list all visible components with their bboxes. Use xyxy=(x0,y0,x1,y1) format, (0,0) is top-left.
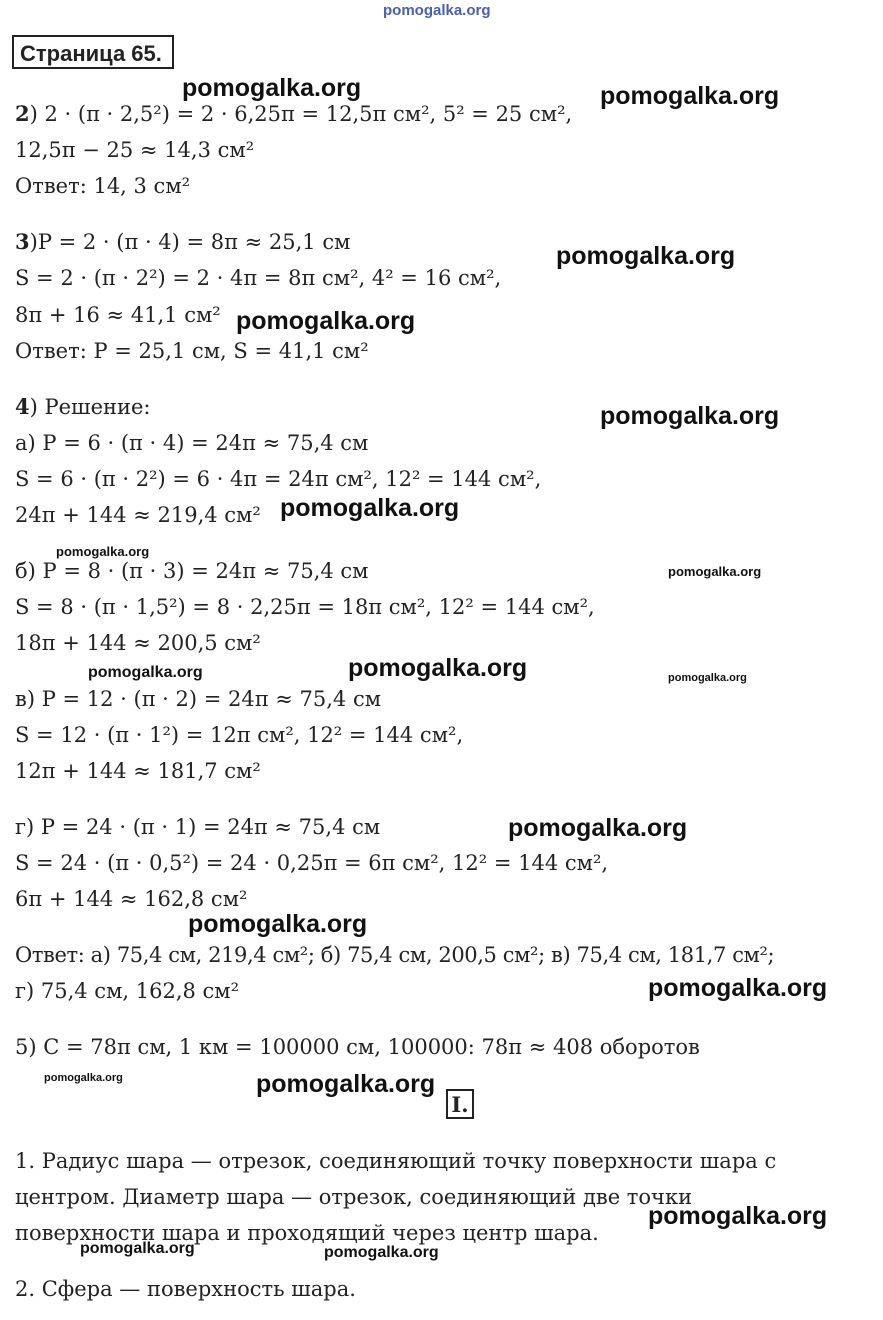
task3-number: 3 xyxy=(15,229,30,254)
task5-line1: 5) C = 78π см, 1 км = 100000 см, 100000: 78π ≈ 408 оборотов xyxy=(15,1035,700,1059)
watermark[interactable]: pomogalka.org xyxy=(668,564,762,579)
watermark[interactable]: pomogalka.org xyxy=(324,1244,439,1261)
watermark[interactable]: pomogalka.org xyxy=(556,242,736,270)
task4-b-line2: S = 8 · (π · 1,5²) = 8 · 2,25π = 18π см², 12² = 144 см², xyxy=(15,595,595,619)
task4-answer-line2: г) 75,4 см, 162,8 см² xyxy=(15,979,240,1003)
watermark-top[interactable]: pomogalka.org xyxy=(383,2,491,19)
task2-line2: 12,5π − 25 ≈ 14,3 см² xyxy=(15,138,255,162)
section-label: I. xyxy=(446,1089,474,1119)
theory-p1-line1: 1. Радиус шара — отрезок, соединяющий точку поверхности шара с xyxy=(15,1149,777,1173)
task4-heading xyxy=(15,394,151,420)
task3-line2: S = 2 · (π · 2²) = 2 · 4π = 8π см², 4² = 16 см², xyxy=(15,266,502,290)
watermark[interactable]: pomogalka.org xyxy=(280,494,460,522)
watermark[interactable]: pomogalka.org xyxy=(668,672,747,684)
watermark[interactable]: pomogalka.org xyxy=(348,654,528,682)
watermark[interactable]: pomogalka.org xyxy=(648,974,828,1002)
task4-v-line2: S = 12 · (π · 1²) = 12π см², 12² = 144 см², xyxy=(15,723,464,747)
watermark[interactable]: pomogalka.org xyxy=(80,1240,195,1257)
task4-answer-line1: Ответ: а) 75,4 см, 219,4 см²; б) 75,4 см, 200,5 см²; в) 75,4 см, 181,7 см²; xyxy=(15,943,775,967)
theory-p2: 2. Сфера — поверхность шара. xyxy=(15,1277,356,1301)
theory-p1-line2: центром. Диаметр шара — отрезок, соединяющий две точки xyxy=(15,1185,693,1209)
task4-g-line1: г) P = 24 · (π · 1) = 24π ≈ 75,4 см xyxy=(15,815,381,839)
task2-line1 xyxy=(15,101,572,127)
task4-a-line2: S = 6 · (π · 2²) = 6 · 4π = 24π см², 12² = 144 см², xyxy=(15,467,542,491)
theory-p1-line3: поверхности шара и проходящий через центр шара. xyxy=(15,1221,599,1245)
task4-b-line3: 18π + 144 ≈ 200,5 см² xyxy=(15,631,261,655)
watermark[interactable]: pomogalka.org xyxy=(600,82,780,110)
watermark[interactable]: pomogalka.org xyxy=(648,1202,828,1230)
task4-g-line2: S = 24 · (π · 0,5²) = 24 · 0,25π = 6π см², 12² = 144 см², xyxy=(15,851,609,875)
watermark[interactable]: pomogalka.org xyxy=(600,402,780,430)
watermark[interactable]: pomogalka.org xyxy=(188,910,368,938)
watermark[interactable]: pomogalka.org xyxy=(44,1072,123,1084)
task4-number: 4 xyxy=(15,394,30,419)
page-header: Страница 65. xyxy=(12,35,174,69)
watermark[interactable]: pomogalka.org xyxy=(508,814,688,842)
task4-b-line1: б) P = 8 · (π · 3) = 24π ≈ 75,4 см xyxy=(15,559,369,583)
task2-answer: Ответ: 14, 3 см² xyxy=(15,174,191,198)
watermark[interactable]: pomogalka.org xyxy=(56,544,150,559)
task4-a-line1: а) P = 6 · (π · 4) = 24π ≈ 75,4 см xyxy=(15,431,369,455)
watermark[interactable]: pomogalka.org xyxy=(236,307,416,335)
task4-v-line1: в) P = 12 · (π · 2) = 24π ≈ 75,4 см xyxy=(15,687,382,711)
watermark[interactable]: pomogalka.org xyxy=(256,1070,436,1098)
task2-line1-text: ) 2 · (π · 2,5²) = 2 · 6,25π = 12,5π см², 5² = 25 см², xyxy=(29,102,573,126)
task3-line1 xyxy=(15,229,350,255)
task4-a-line3: 24π + 144 ≈ 219,4 см² xyxy=(15,503,261,527)
watermark[interactable]: pomogalka.org xyxy=(182,74,362,102)
task3-line1-text: )P = 2 · (π · 4) = 8π ≈ 25,1 см xyxy=(29,230,351,254)
task2-number: 2 xyxy=(15,101,30,126)
watermark[interactable]: pomogalka.org xyxy=(88,664,203,681)
task4-v-line3: 12π + 144 ≈ 181,7 см² xyxy=(15,759,261,783)
task3-line3: 8π + 16 ≈ 41,1 см² xyxy=(15,303,221,327)
task4-g-line3: 6π + 144 ≈ 162,8 см² xyxy=(15,887,248,911)
task3-answer: Ответ: P = 25,1 см, S = 41,1 см² xyxy=(15,339,369,363)
task4-heading-text: ) Решение: xyxy=(29,395,151,419)
